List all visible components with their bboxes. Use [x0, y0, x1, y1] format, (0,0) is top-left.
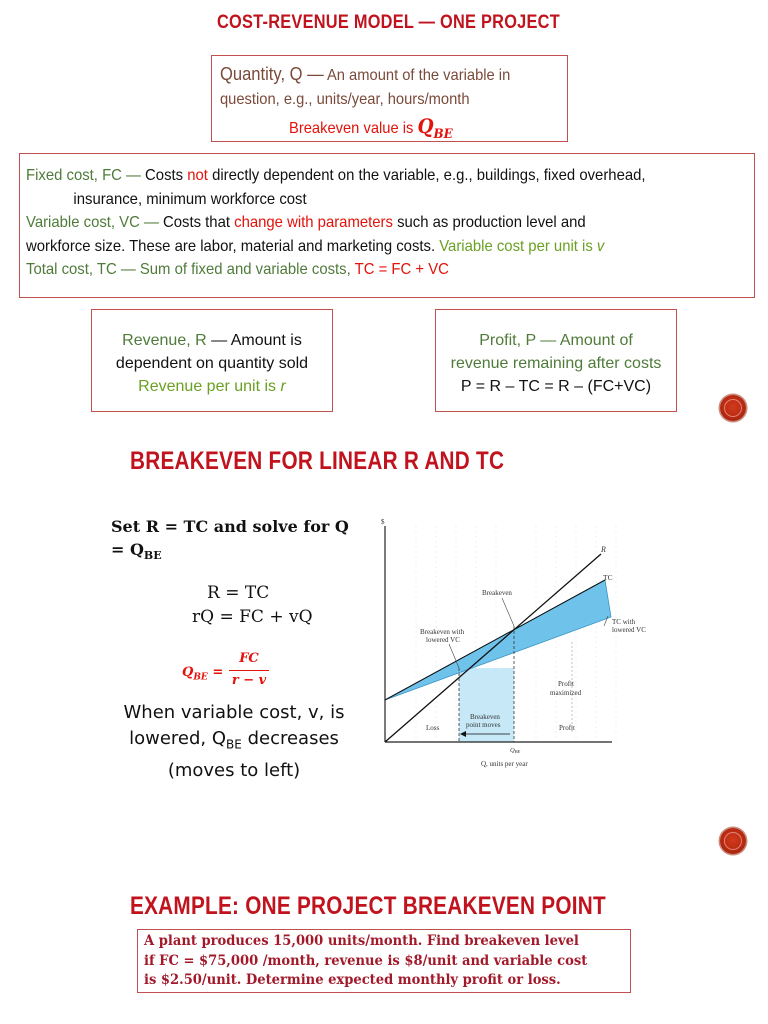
slide-bullet-icon-2	[720, 828, 746, 854]
total-cost-line: Total cost, TC — Sum of fixed and variable costs, TC = FC + VC	[26, 261, 449, 278]
fixed-cost-line: Fixed cost, FC — Costs not directly dependent on the variable, e.g., buildings, fixed overhead,	[26, 167, 646, 184]
profit-definition-box: Profit, P — Amount of revenue remaining after costs P = R – TC = R – (FC+VC)	[435, 309, 677, 412]
fixed-cost-line-2: insurance, minimum workforce cost	[73, 190, 307, 208]
tc-lowered-label-2: lowered VC	[612, 626, 646, 634]
qbe-tick-label: QBE	[510, 747, 521, 754]
breakeven-lowered-label-2: lowered VC	[426, 636, 460, 644]
breakeven-moves-label-1: Breakeven	[470, 713, 500, 721]
profit-maximized-label-1: Profit	[558, 680, 574, 688]
quantity-desc-1: An amount of the variable in	[323, 67, 511, 84]
section-title-example: EXAMPLE: ONE PROJECT BREAKEVEN POINT	[130, 892, 606, 920]
solve-instruction: Set R = TC and solve for Q = $Q_{BE}$	[111, 517, 349, 563]
breakeven-chart	[376, 512, 656, 774]
qbe-symbol: $Q_{BE}$	[417, 114, 453, 142]
revenue-definition-box: Revenue, R — Amount is dependent on quantity sold Revenue per unit is r	[91, 309, 333, 412]
x-axis-label: Q, units per year	[481, 760, 528, 768]
slide-bullet-icon	[720, 395, 746, 421]
section-title-breakeven-linear: BREAKEVEN FOR LINEAR R AND TC	[130, 447, 505, 475]
equation-r-equals-tc: R = TC	[207, 583, 270, 603]
section-title-cost-revenue: COST-REVENUE MODEL — ONE PROJECT	[217, 12, 560, 33]
example-line-1: A plant produces 15,000 units/month. Find breakeven level	[144, 933, 579, 949]
example-line-3: is $2.50/unit. Determine expected monthly profit or loss.	[144, 972, 561, 988]
tc-lowered-label-1: TC with	[612, 618, 636, 626]
profit-label: Profit	[559, 724, 575, 732]
example-line-2: if FC = $75,000 /month, revenue is $8/unit and variable cost	[144, 952, 588, 969]
variable-cost-note: When variable cost, v, is lowered, $Q_{BE}$ decreases (moves to left)	[123, 702, 345, 781]
quantity-definition-box	[211, 55, 568, 142]
variable-cost-line-2: workforce size. These are labor, material and marketing costs. Variable cost per unit is v	[26, 237, 605, 255]
cost-definitions-box	[19, 153, 755, 298]
profit-maximized-label-2: maximized	[550, 689, 582, 697]
breakeven-label: Breakeven	[482, 589, 512, 597]
quantity-desc-2: question, e.g., units/year, hours/month	[220, 91, 470, 108]
tc-line-label: TC	[603, 573, 613, 582]
breakeven-lowered-label-1: Breakeven with	[420, 628, 465, 636]
breakeven-value-line: Breakeven value is $Q_{BE}$	[289, 114, 453, 142]
loss-label: Loss	[426, 724, 440, 732]
r-line-label: R	[601, 545, 606, 554]
breakeven-moves-label-2: point moves	[466, 721, 501, 729]
breakeven-shift-region	[459, 668, 514, 742]
y-axis-label: $	[381, 518, 385, 526]
variable-cost-line: Variable cost, VC — Costs that change with parameters such as production level and	[26, 214, 586, 231]
equation-rq: rQ = FC + vQ	[192, 607, 313, 627]
quantity-term: Quantity, Q —	[220, 64, 324, 84]
example-problem-box	[137, 929, 631, 993]
